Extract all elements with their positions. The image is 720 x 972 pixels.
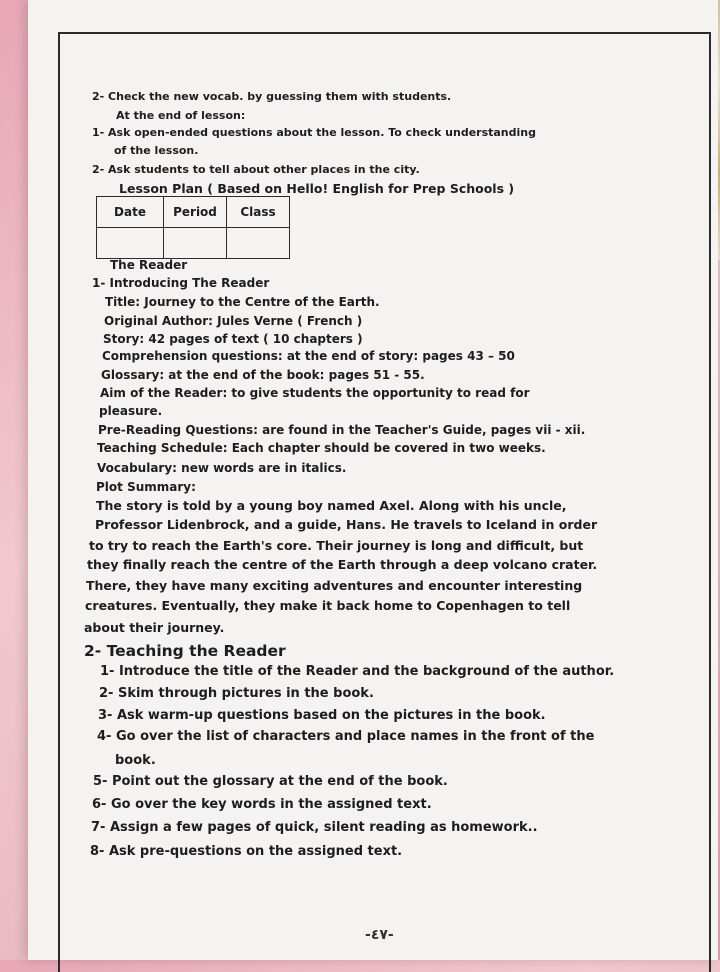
text-line: Vocabulary: new words are in italics.: [97, 461, 347, 475]
text-line: 8- Ask pre-questions on the assigned text.: [90, 844, 403, 859]
text-line: 1- Ask open-ended questions about the lesson. To check understanding: [92, 126, 536, 139]
text-line: Plot Summary:: [96, 480, 196, 494]
table-header-date: Date: [97, 197, 164, 228]
text-line: Pre-Reading Questions: are found in the Teacher's Guide, pages vii - xii.: [98, 423, 586, 437]
text-line: Teaching Schedule: Each chapter should be covered in two weeks.: [97, 441, 546, 455]
page-number: -٤٧-: [365, 927, 394, 943]
text-line: Title: Journey to the Centre of the Earth.: [105, 295, 380, 309]
text-line: 2- Teaching the Reader: [84, 642, 286, 660]
text-line: of the lesson.: [114, 144, 199, 157]
text-line: 6- Go over the key words in the assigned text.: [92, 797, 432, 812]
text-line: 1- Introducing The Reader: [92, 276, 270, 290]
text-line: creatures. Eventually, they make it back home to Copenhagen to tell: [85, 598, 571, 613]
text-line: At the end of lesson:: [116, 109, 246, 122]
table-header-period: Period: [164, 197, 227, 228]
table-empty-row: [97, 228, 290, 259]
lesson-plan-table: [96, 196, 290, 259]
text-line: Story: 42 pages of text ( 10 chapters ): [103, 332, 363, 346]
table-cell: [97, 228, 164, 259]
text-line: 2- Skim through pictures in the book.: [99, 686, 374, 701]
text-line: 4- Go over the list of characters and place names in the front of the: [97, 729, 595, 744]
text-line: 2- Ask students to tell about other places in the city.: [92, 163, 420, 176]
text-line: they finally reach the centre of the Earth through a deep volcano crater.: [87, 557, 598, 572]
text-line: pleasure.: [99, 404, 163, 418]
text-line: The Reader: [110, 258, 188, 272]
text-line: book.: [115, 753, 156, 768]
table-cell: [227, 228, 290, 259]
text-line: 3- Ask warm-up questions based on the pictures in the book.: [98, 708, 546, 723]
table-header-row: [97, 197, 290, 228]
text-line: 7- Assign a few pages of quick, silent reading as homework..: [91, 820, 538, 835]
text-line: 5- Point out the glossary at the end of the book.: [93, 774, 448, 789]
text-line: about their journey.: [84, 620, 225, 635]
table-header-class: Class: [227, 197, 290, 228]
text-line: Aim of the Reader: to give students the opportunity to read for: [100, 386, 530, 400]
text-line: Lesson Plan ( Based on Hello! English for Prep Schools ): [119, 181, 515, 196]
text-line: Glossary: at the end of the book: pages 51 - 55.: [101, 368, 425, 382]
text-line: 1- Introduce the title of the Reader and the background of the author.: [100, 664, 615, 679]
text-line: The story is told by a young boy named Axel. Along with his uncle,: [96, 498, 567, 513]
text-line: Comprehension questions: at the end of story: pages 43 – 50: [102, 349, 515, 363]
text-line: 2- Check the new vocab. by guessing them with students.: [92, 90, 452, 103]
text-line: Original Author: Jules Verne ( French ): [104, 314, 363, 328]
text-line: Professor Lidenbrock, and a guide, Hans. He travels to Iceland in order: [95, 517, 598, 532]
text-line: to try to reach the Earth's core. Their journey is long and difficult, but: [89, 538, 584, 553]
table-cell: [164, 228, 227, 259]
text-line: There, they have many exciting adventures and encounter interesting: [86, 578, 583, 593]
